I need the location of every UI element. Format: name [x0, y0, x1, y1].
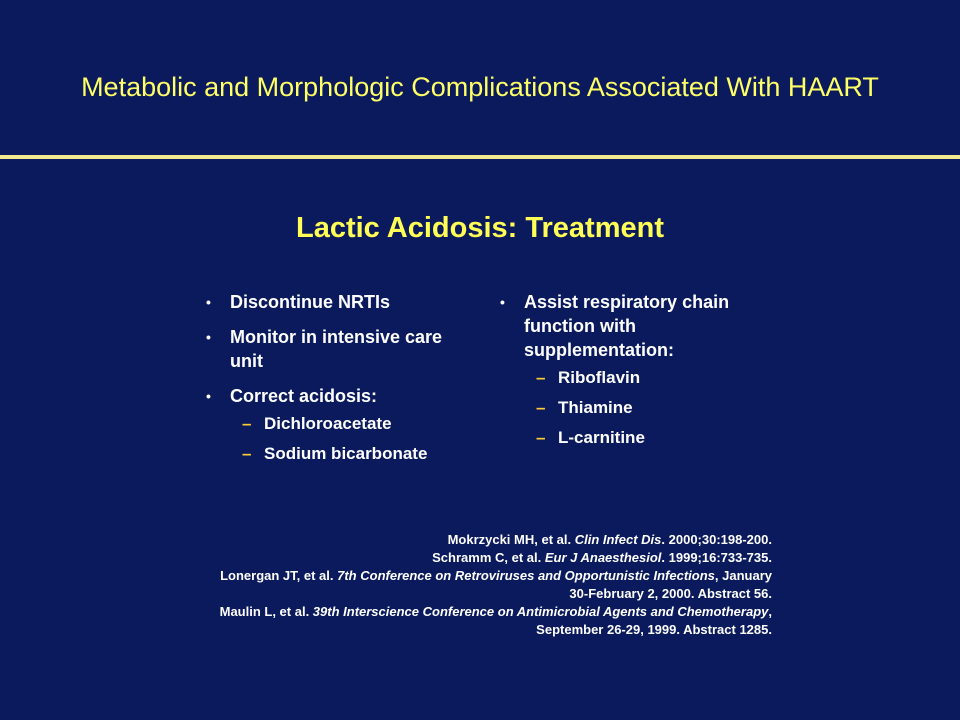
bullet-item [206, 384, 476, 466]
sub-item [524, 396, 760, 420]
dash-icon: – [536, 398, 546, 417]
reference-source: 39th Interscience Conference on Antimicrobial Agents and Chemotherapy [312, 604, 769, 619]
title-divider [0, 155, 960, 159]
sub-item [524, 426, 760, 450]
reference-item [212, 531, 772, 549]
reference-item [212, 603, 772, 639]
dash-icon: – [536, 368, 546, 387]
sub-item-text: Riboflavin [558, 368, 641, 387]
left-bullet-column [206, 290, 476, 477]
dash-icon: – [536, 428, 546, 447]
bullet-text: Discontinue NRTIs [230, 292, 391, 312]
reference-source: Clin Infect Dis [574, 532, 662, 547]
sub-list [524, 366, 760, 450]
bullet-icon: • [206, 329, 211, 345]
reference-author: Maulin L, et al. [219, 604, 313, 619]
reference-details: . 2000;30:198-200. [661, 532, 772, 547]
reference-source: Eur J Anaesthesiol [544, 550, 662, 565]
slide-title: Metabolic and Morphologic Complications Associated With HAART [81, 72, 879, 102]
reference-details: , January 30-February 2, 2000. Abstract 56. [569, 568, 772, 601]
bullet-icon: • [206, 294, 211, 310]
reference-details: . 1999;16:733-735. [661, 550, 772, 565]
reference-source: 7th Conference on Retroviruses and Opportunistic Infections [337, 568, 715, 583]
bullet-item [206, 290, 476, 314]
sub-item-text: Sodium bicarbonate [264, 444, 428, 463]
bullet-icon: • [206, 388, 211, 404]
dash-icon: – [242, 444, 252, 463]
reference-item [212, 549, 772, 567]
bullet-text: Monitor in intensive care unit [230, 327, 443, 371]
reference-author: Lonergan JT, et al. [220, 568, 338, 583]
sub-item-text: Dichloroacetate [264, 414, 392, 433]
reference-author: Mokrzycki MH, et al. [447, 532, 575, 547]
sub-list [230, 412, 476, 466]
reference-details: , September 26-29, 1999. Abstract 1285. [536, 604, 772, 637]
bullet-icon: • [500, 294, 505, 310]
bullet-item [206, 325, 476, 373]
reference-author: Schramm C, et al. [432, 550, 545, 565]
sub-item-text: Thiamine [558, 398, 633, 417]
bullet-item [500, 290, 760, 450]
sub-item [230, 412, 476, 436]
right-bullet-column [500, 290, 760, 461]
sub-item-text: L-carnitine [558, 428, 645, 447]
dash-icon: – [242, 414, 252, 433]
sub-item [524, 366, 760, 390]
bullet-text: Assist respiratory chain function with supplementation: [524, 292, 730, 360]
sub-item [230, 442, 476, 466]
section-heading: Lactic Acidosis: Treatment [296, 212, 664, 244]
bullet-text: Correct acidosis: [230, 386, 378, 406]
reference-item [212, 567, 772, 603]
references-block [212, 531, 772, 639]
